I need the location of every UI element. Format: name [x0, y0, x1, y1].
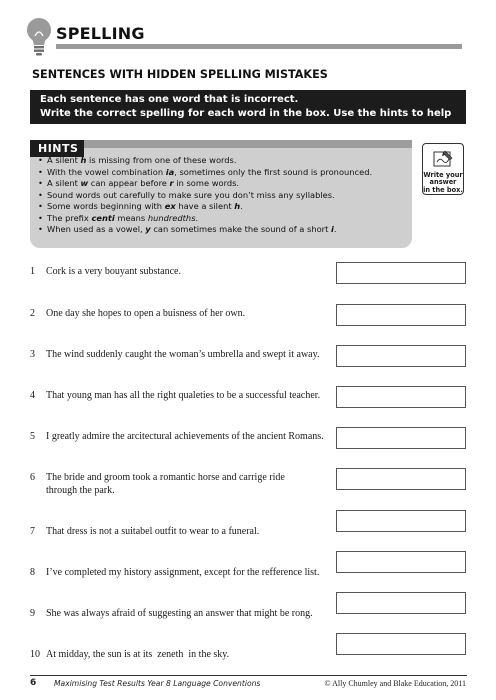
- page-title: SPELLING: [56, 24, 145, 43]
- instruction-line-1: Each sentence has one word that is incorrect.: [40, 94, 299, 105]
- instructions-banner: [30, 90, 466, 133]
- hint-item: • Some words beginning with ex have a silent h.: [38, 201, 408, 213]
- worksheet-page: SPELLING SENTENCES WITH HIDDEN SPELLING MISTAKES Each sentence has one word that is incorrect. Write the correct spelling for each word in the box. Use the hints to help you. HINTS • A silent h is missing from one of these words. • With the vowel combination ia, sometimes only the first sound is pronounced. • A silent w can appear before r in some words. • Sound words out carefully to make sure you don’t miss any syllables. • Some words beginning with ex have a silent h. • The prefix centi means hundredths. • When used as a vowel, y can sometimes make the sound of a short i. Write your answer in the box. 1 Cork is a very bouyant substance. 2 One day she hopes to open a buisness of her own. 3 The wind suddenly caught the woman’s umbrella and swept it away. 4 That young man has all the right qualeties to be a successful teacher. 5 I greatly admire the arcitectural achievements of the ancient Romans. 6 The bride and groom took a romantic horse and carrige ride through the park. 7 That dress is not a suitabel outfit to wear to a funeral. 8 I’ve completed my history assignment, except for the refference list. 9 She was always afraid of suggesting an answer that might be rong. 10 At midday, the sun is at its zeneth in the sky. 6 Maximising Test Results Year 8 Language Conventions © Ally Chumley and Blake Education, 2011: [0, 0, 496, 700]
- section-subtitle: SENTENCES WITH HIDDEN SPELLING MISTAKES: [32, 68, 328, 81]
- book-title: Maximising Test Results Year 8 Language Conventions: [54, 679, 261, 688]
- footer-divider: [30, 675, 467, 676]
- hint-item: • The prefix centi means hundredths.: [38, 213, 408, 225]
- lightbulb-icon: [26, 18, 52, 56]
- hint-item: • Sound words out carefully to make sure you don’t miss any syllables.: [38, 190, 408, 202]
- page-number: 6: [30, 678, 37, 688]
- hint-item: • A silent h is missing from one of these words.: [38, 155, 408, 167]
- answer-box-3[interactable]: [336, 345, 466, 367]
- answer-box-2[interactable]: [336, 304, 466, 326]
- write-answer-badge: [422, 143, 464, 195]
- instruction-line-2: Write the correct spelling for each word in the box. Use the hints to help you.: [40, 108, 452, 133]
- answer-box-6[interactable]: [336, 468, 466, 490]
- answer-box-1[interactable]: [336, 262, 466, 284]
- pencil-writing-icon: [431, 148, 455, 170]
- hint-item: • A silent w can appear before r in some words.: [38, 178, 408, 190]
- answer-box-10[interactable]: [336, 633, 466, 655]
- answer-box-8[interactable]: [336, 551, 466, 573]
- answer-box-4[interactable]: [336, 386, 466, 408]
- write-answer-text: Write your answer in the box.: [423, 171, 463, 194]
- section-header: [26, 18, 470, 58]
- answer-box-7[interactable]: [336, 510, 466, 532]
- answer-box-9[interactable]: [336, 592, 466, 614]
- hints-label: HINTS: [30, 140, 84, 157]
- copyright-notice: © Ally Chumley and Blake Education, 2011: [324, 679, 466, 688]
- hints-list: [38, 155, 408, 236]
- hint-item: • When used as a vowel, y can sometimes make the sound of a short i.: [38, 224, 408, 236]
- hints-header-band: [84, 140, 412, 148]
- hint-item: • With the vowel combination ia, sometimes only the first sound is pronounced.: [38, 167, 408, 179]
- answer-box-5[interactable]: [336, 427, 466, 449]
- title-underline: [56, 44, 462, 49]
